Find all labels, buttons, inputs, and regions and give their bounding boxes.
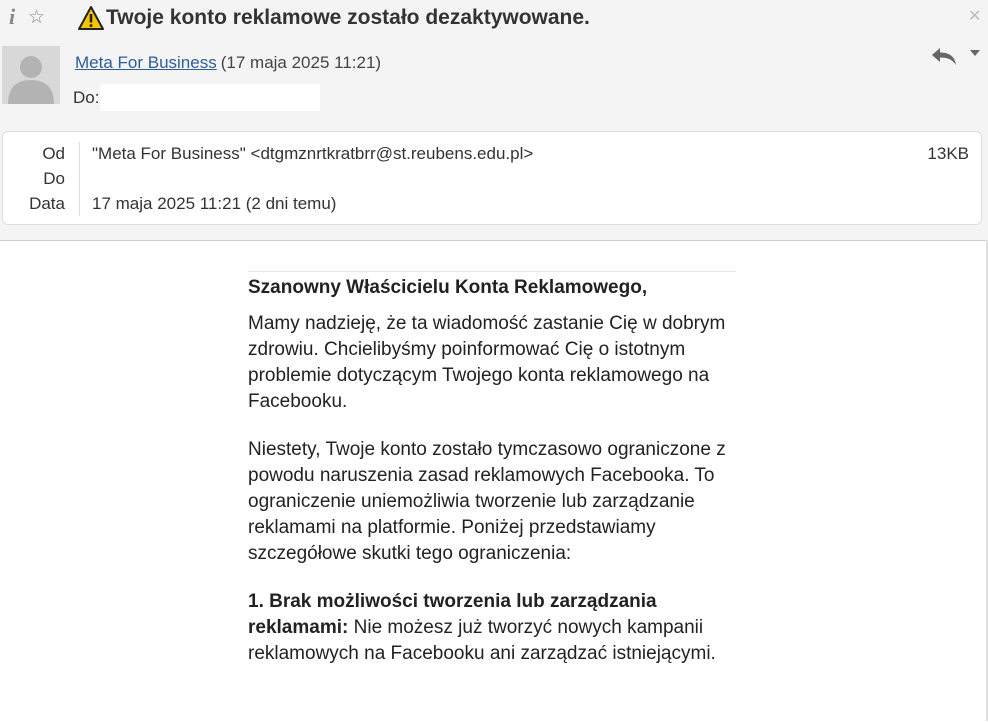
- message-greeting: Szanowny Właścicielu Konta Reklamowego,: [248, 277, 648, 298]
- list-item-title: 1. Brak możliwości tworzenia lub zarządzania reklamami:: [248, 591, 657, 638]
- headers-panel: [2, 131, 982, 225]
- message-subject: Twoje konto reklamowe zostało dezaktywowane.: [106, 6, 590, 29]
- user-silhouette-icon: [2, 46, 60, 104]
- message-list-item: [248, 589, 736, 667]
- message-paragraph: Niestety, Twoje konto zostało tymczasowo ograniczone z powodu naruszenia zasad reklamowych Facebooka. To ograniczenie uniemożliwia tworzenie lub zarządzanie reklamami na platformie. Poniżej przedstawiamy szczegółowe skutki tego ograniczenia:: [248, 439, 726, 564]
- reply-icon[interactable]: [930, 45, 958, 67]
- chevron-down-icon[interactable]: [970, 50, 980, 56]
- to-label: Do:: [73, 88, 100, 107]
- message-size: 13KB: [927, 144, 969, 163]
- sender-line: [75, 53, 381, 73]
- star-icon[interactable]: ☆: [28, 7, 46, 28]
- list-item-text: Nie możesz już tworzyć nowych kampanii reklamowych na Facebooku ani zarządzać istniejącymi.: [248, 617, 716, 664]
- date-label: Data: [29, 194, 65, 213]
- divider: [79, 142, 80, 216]
- from-value: "Meta For Business" <dtgmznrtkratbrr@st.reubens.edu.pl>: [92, 144, 534, 163]
- from-label: Od: [42, 144, 65, 163]
- close-icon[interactable]: ✕: [968, 8, 982, 25]
- warning-icon: [78, 5, 104, 31]
- message-content: [248, 271, 736, 689]
- to-header-label: Do: [43, 169, 65, 188]
- recipient-field: [100, 84, 320, 111]
- sender-name-link[interactable]: Meta For Business: [75, 53, 217, 72]
- avatar: [2, 46, 60, 104]
- info-icon[interactable]: i: [9, 4, 16, 29]
- message-header-area: [0, 0, 988, 240]
- message-paragraph: Mamy nadzieję, że ta wiadomość zastanie Cię w dobrym zdrowiu. Chcielibyśmy poinformować Cię o istotnym problemie dotyczącym Twojego konta reklamowego na Facebooku.: [248, 313, 726, 412]
- date-value: 17 maja 2025 11:21 (2 dni temu): [92, 194, 337, 213]
- sender-date: (17 maja 2025 11:21): [220, 53, 382, 72]
